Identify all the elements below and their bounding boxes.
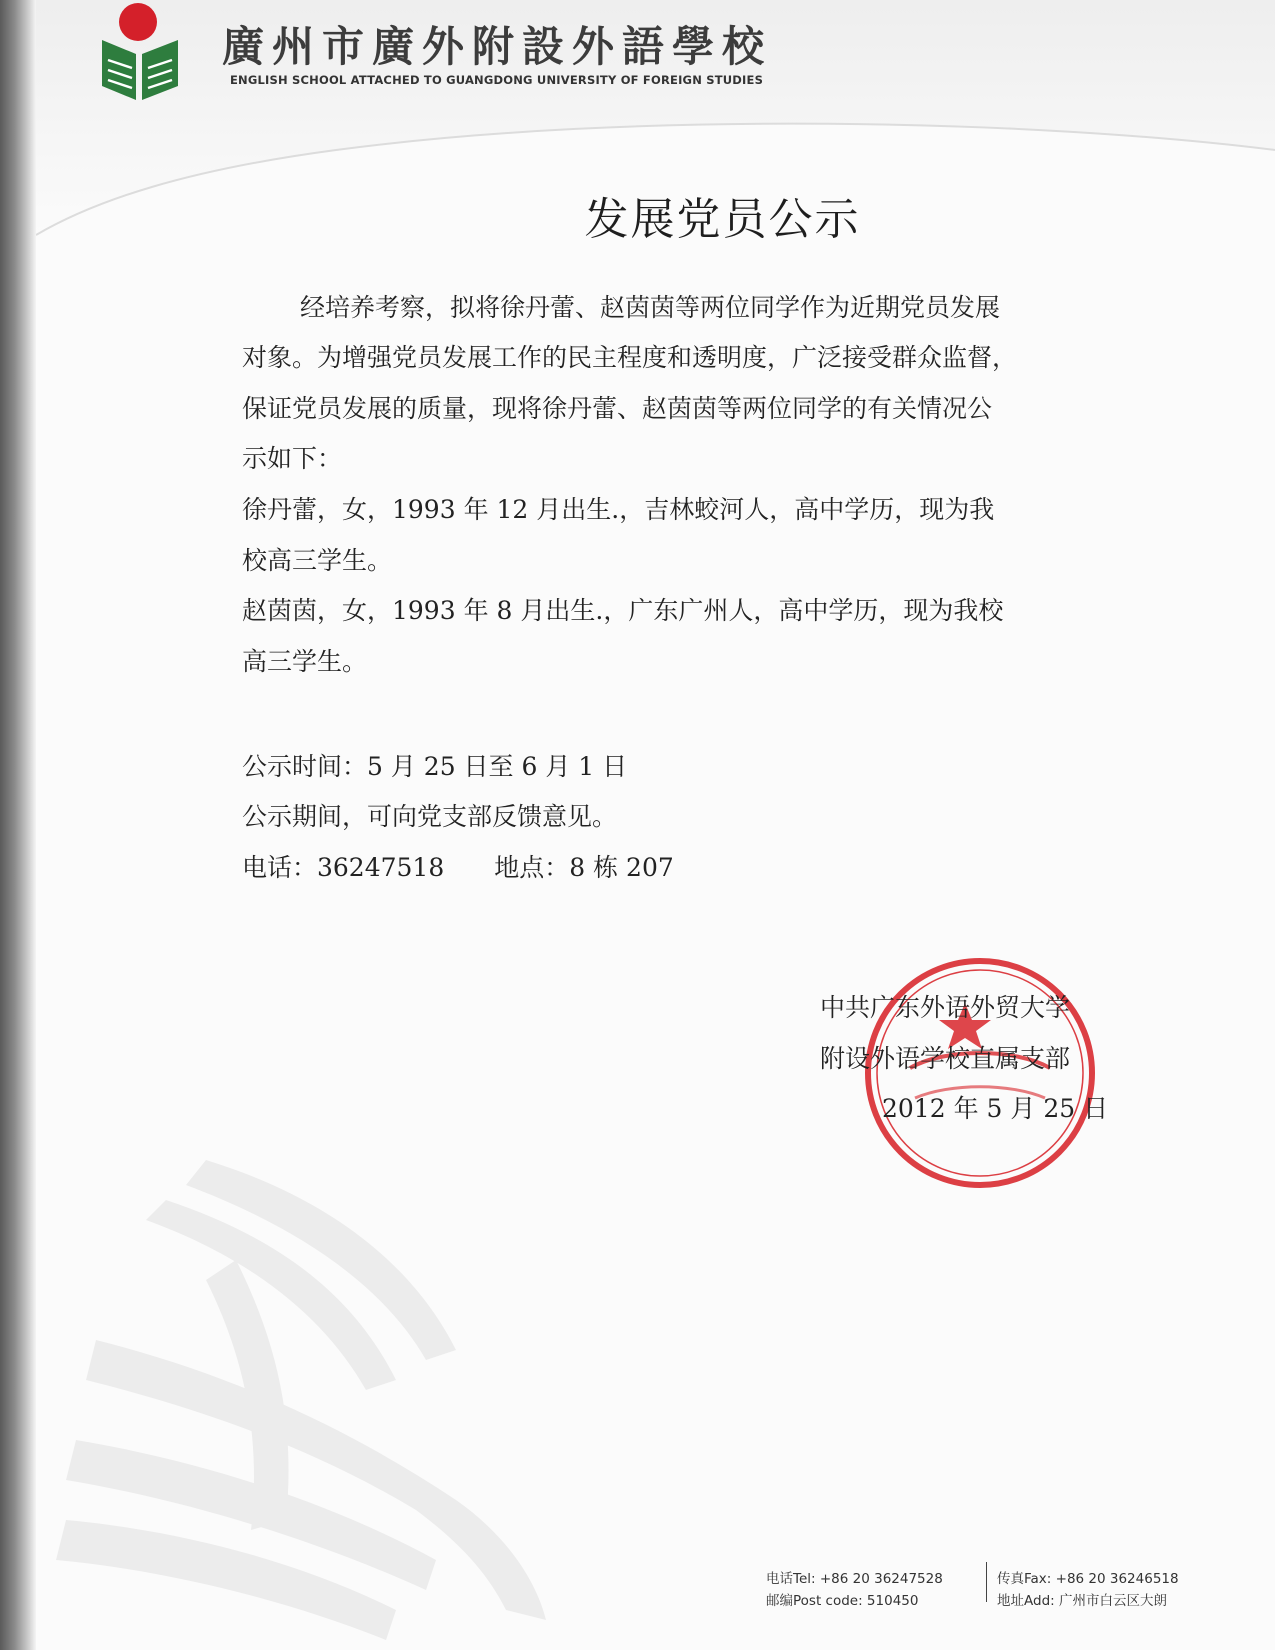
body-line: 高三学生。 <box>242 647 368 676</box>
signature-org-line1: 中共广东外语外贸大学 <box>820 993 1071 1022</box>
background-book-watermark <box>36 1140 636 1650</box>
body-line: 保证党员发展的质量，现将徐丹蕾、赵茵茵等两位同学的有关情况公 <box>242 394 993 423</box>
signature-date: 2012 年 5 月 25 日 <box>882 1094 1109 1123</box>
footer-tel: 电话Tel: +86 20 36247528 <box>766 1571 943 1587</box>
body-line: 赵茵茵，女，1993 年 8 月出生.，广东广州人，高中学历，现为我校 <box>242 596 1004 625</box>
notice-feedback: 公示期间，可向党支部反馈意见。 <box>242 802 618 831</box>
notice-contact: 电话：36247518 地点：8 栋 207 <box>242 853 674 882</box>
notice-period: 公示时间：5 月 25 日至 6 月 1 日 <box>242 752 628 781</box>
school-logo-icon <box>98 2 190 102</box>
footer-address: 地址Add: 广州市白云区大朗 <box>997 1593 1167 1609</box>
page-title: 发展党员公示 <box>584 194 861 245</box>
footer-fax: 传真Fax: +86 20 36246518 <box>997 1571 1179 1587</box>
signature-org-line2: 附设外语学校直属支部 <box>820 1044 1071 1073</box>
body-line: 经培养考察，拟将徐丹蕾、赵茵茵等两位同学作为近期党员发展 <box>300 293 1001 322</box>
school-name-cn: 廣州市廣外附設外語學校 <box>222 22 773 71</box>
body-line: 徐丹蕾，女，1993 年 12 月出生.，吉林蛟河人，高中学历，现为我 <box>242 495 995 524</box>
footer-divider <box>986 1562 987 1602</box>
body-line: 校高三学生。 <box>242 546 393 575</box>
footer-postcode: 邮编Post code: 510450 <box>766 1593 919 1609</box>
school-name-en: ENGLISH SCHOOL ATTACHED TO GUANGDONG UNIVERSITY OF FOREIGN STUDIES <box>230 73 764 87</box>
scan-edge-shadow <box>0 0 36 1650</box>
body-line: 对象。为增强党员发展工作的民主程度和透明度，广泛接受群众监督， <box>242 343 1018 372</box>
body-line: 示如下： <box>242 444 343 473</box>
